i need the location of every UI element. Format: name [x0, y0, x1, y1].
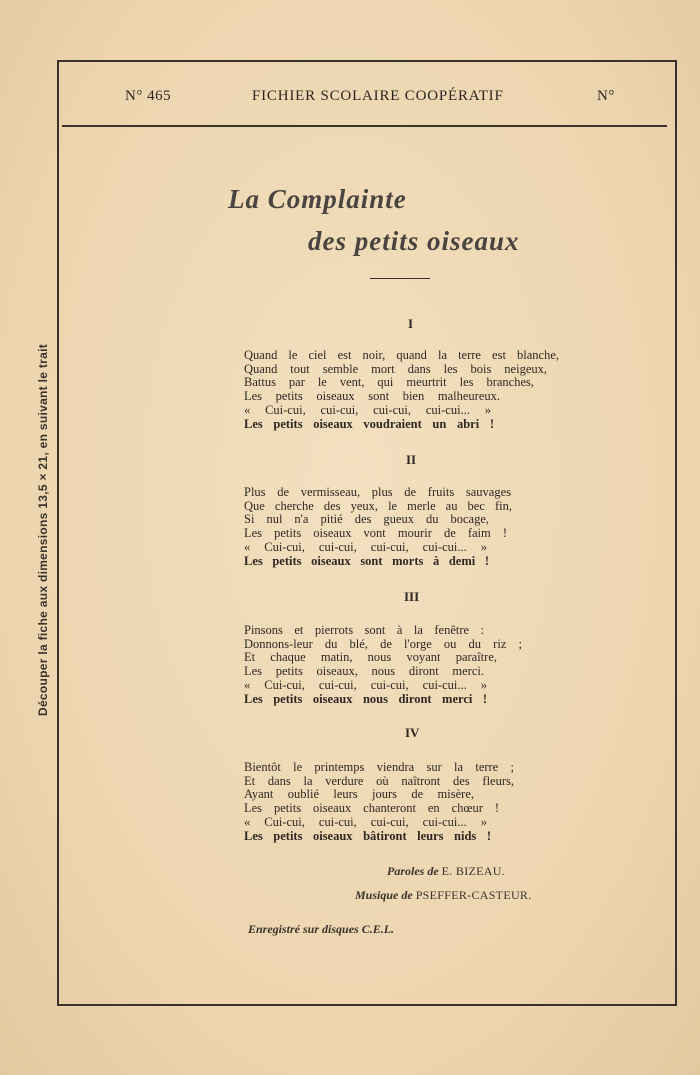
verse-line: Quand le ciel est noir, quand la terre est blanche, — [244, 348, 559, 362]
lyrics-author: E. BIZEAU. — [441, 864, 505, 878]
header-title: FICHIER SCOLAIRE COOPÉRATIF — [252, 88, 504, 104]
stanza — [244, 761, 514, 843]
stanza-numeral: III — [404, 589, 420, 604]
verse-line: Les petits oiseaux, nous diront merci. — [244, 664, 484, 679]
verse-refrain: Les petits oiseaux bâtiront leurs nids ! — [244, 828, 491, 843]
verse-line: « Cui-cui, cui-cui, cui-cui, cui-cui... » — [244, 402, 491, 417]
stanza-numeral: I — [408, 316, 414, 331]
verse-line: Les petits oiseaux vont mourir de faim ! — [244, 526, 507, 541]
card-number: N° 465 — [125, 88, 172, 104]
verse-refrain: Les petits oiseaux nous diront merci ! — [244, 691, 487, 706]
header-divider — [62, 125, 667, 127]
stanza — [244, 349, 559, 431]
verse-line: Battus par le vent, qui meurtrit les branches, — [244, 375, 534, 390]
verse-line: Plus de vermisseau, plus de fruits sauvages — [244, 485, 511, 499]
verse-line: Que cherche des yeux, le merle au bec fin, — [244, 498, 512, 513]
recording-note: Enregistré sur disques C.E.L. — [248, 922, 395, 936]
verse-line: Bientôt le printemps viendra sur la terre ; — [244, 760, 514, 774]
stanza-numeral: IV — [405, 725, 420, 740]
verse-line: « Cui-cui, cui-cui, cui-cui, cui-cui... » — [244, 677, 487, 692]
verse-line: Et chaque matin, nous voyant paraître, — [244, 650, 497, 665]
verse-line: Quand tout semble mort dans les bois neigeux, — [244, 361, 547, 376]
verse-line: « Cui-cui, cui-cui, cui-cui, cui-cui... » — [244, 814, 487, 829]
stanza — [244, 623, 522, 706]
card-number-right: N° — [597, 88, 615, 104]
poem-title-line-2: des petits oiseaux — [308, 226, 520, 256]
verse-line: Donnons-leur du blé, de l'orge ou du riz ; — [244, 636, 522, 651]
verse-line: Ayant oublié leurs jours de misère, — [244, 787, 474, 802]
verse-line: Pinsons et pierrots sont à la fenêtre : — [244, 623, 484, 637]
poem-title-line-1: La Complainte — [228, 184, 407, 214]
verse-refrain: Les petits oiseaux voudraient un abri ! — [244, 416, 494, 431]
title-divider — [370, 278, 430, 279]
music-credit — [355, 888, 532, 903]
verse-line: Et dans la verdure où naîtront des fleurs, — [244, 773, 514, 788]
music-author: PSEFFER-CASTEUR. — [415, 888, 532, 902]
stanza-numeral: II — [406, 452, 417, 467]
verse-line: « Cui-cui, cui-cui, cui-cui, cui-cui... » — [244, 539, 487, 554]
music-prefix: Musique de — [355, 888, 413, 902]
lyrics-prefix: Paroles de — [387, 864, 439, 878]
verse-line: Si nul n'a pitié des gueux du bocage, — [244, 512, 489, 527]
cutting-instruction: Découper la fiche aux dimensions 13,5 × 21, en suivant le trait — [36, 343, 50, 717]
stanza — [244, 486, 511, 568]
lyrics-credit — [387, 864, 505, 879]
verse-line: Les petits oiseaux chanteront en chœur ! — [244, 801, 499, 816]
verse-line: Les petits oiseaux sont bien malheureux. — [244, 389, 500, 404]
verse-refrain: Les petits oiseaux sont morts à demi ! — [244, 553, 489, 568]
